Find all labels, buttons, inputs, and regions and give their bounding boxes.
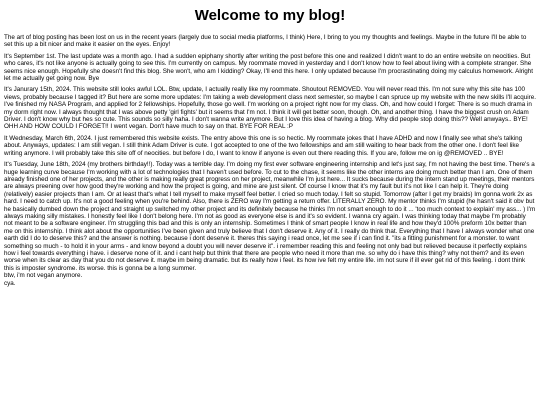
blog-post-june: It's Tuesday, June 18th, 2024 (my brothers birthday!!). Today was a terrible day. I'm doing my first ever software engineering internship and let's just say, I'm not having the best time. There's a huge learning curve because I'm working with a lot of technologies that I haven't used before. To cut to the chase, it seems like the other interns are doing much better than I am. One of them already finished one of her projects, and the other is making really great progress on her project, meanwhile I'm just here... It sucks because during the intern stand up meetings, their mentors are always preening over how good they're working and how the project is going, and mine are just silent. Of course I know that it's my fault but it's not like I can help it. They're doing (relatively) easier projects than I am. Or at least that's what I tell myself to make myself feel better. I cried so much today. I felt so stupid. Tomorrow (after I get my braids) Im gonna work 2x as hard. I need to catch up. It's not a good feeling when you're behind. Also, there is ZERO way I'm getting a return offer. LITERALLY ZERO. My mentor thinks I'm stupid (he hasn't said it obv but he basically dumbed down the project and straight up switched my other project and its definitely because he thinks I'm not smart enough to do it ... 'too much context to explain' my ass... ) I'm always making silly mistakes. I honestly feel like I don't belong here. I'm not as good as everyone else is and it's so evident. I wanna cry again. I was thinking today that maybe I'm probably not meant to be a software engineer. I'm struggling this bad and this is only an internship. Sometimes I think of smart people I know in real life and how they'd 100% preform 10x better than me on this internship. I think alot about the opportunities I've been given and truly believe that I don't deserve it. Any of it. I really do think that. Everything that I have I always wonder what one earth did I do to deserve this? and the answer is nothing. because i dont deserve it. theres this saying i read once, let me see if i can find it. "its a fitting punishment for a monster. to want something so much - to hold it in your arms - and know beyond a doubt you will never deserve it". i remember reading this and feeling not only bad but relieved because it perfectly explains how i feel towards everything i have. i deserve none of it. and i cant help but think that there are people who need it more than me. so why do i have this thing? why not them? and its even worse when its clear as day that you do not deserve it. maybe im being dramatic. but its really how i feel. its how ive felt my entire life. im not sure if ill ever get rid of this feeling. i dont think this is imposter syndrome. its worse. this is gonna be a long summer. [4,161,536,272]
blog-intro: The art of blog posting has been lost on us in the recent years (largely due to social media platforms, I think) Here, I bring to you my thoughts and feelings. Maybe in the future I'll be able to set this up a bit nicer and make it easier on the eyes. Enjoy! [4,34,527,49]
page-title: Welcome to my blog! [194,7,346,24]
blog-post-september: It's September 1st. The last update was a month ago. I had a sudden epiphany shortly after writing the post before this one and realized I didn't want to do an entire website on neocities. But who cares, it's not like anyone is actually going to see this. I'm currently on campus. My roommate moved in yesterday and I don't know how to feel about living with a complete stranger. She seems nice enough. Hopefully she doesn't find this blog. She won't, who am I kidding? Okay, I'll end this here. I only updated because I'm procrastinating doing my calculus homework. Alright let me actually get going now. Bye [4,52,534,83]
blog-post-march: It Wednesday, March 6th, 2024. I just remembered this website exists. The entry above this one is so hectic. My roommate jokes that I have ADHD and now I finally see what she's talking about. Anyways, updates: I am still vegan. I still think Adam Driver is cute. I got accepted to one of the two fellowships and am still waiting to hear back from the other one. I don't feel like writing anymore. I will probably take this site off of neocities. but before I do, I want to know if anyone is even out there reading this. If you are, follow me on ig @REMOVED .. BYE! [4,134,523,157]
closing-line-vegan: btw, i'm not vegan anymore. [4,272,83,280]
closing-line-signoff: cya. [4,279,16,287]
blog-post-january: It's Janurary 15th, 2024. This website still looks awful LOL. Btw, update, I actually really like my roommate. Shoutout REMOVED. You will never read this. I'm not sure why this site has 100 views, probably because I tagged it? But here are some more updates: I'm taking a web development class next semester, so maybe I can spruce up my website with the new skills I'll acquire. I've finished my NASA Program, and applied for 2 fellowships. Hopefully, those go well. I'm working on a project right now for my class. Oh, and how could I forget: There is so much drama in my dorm right now. I always thought that I was above petty 'girl fights' but it seems that I'm not. I think it will get better soon, though. Oh, and another thing. I have the biggest crush on Adam Driver. I don't know why but hes so cute. This sounds so silly haha. I don't wanna write anymore. But I love this idea of having a blog. Why did people stop doing this?? Well anwyays.. BYE! OHH AND HOW COULD I FORGET!! I went vegan. Don't have much to say on that. BYE FOR REAL :P [4,86,536,131]
